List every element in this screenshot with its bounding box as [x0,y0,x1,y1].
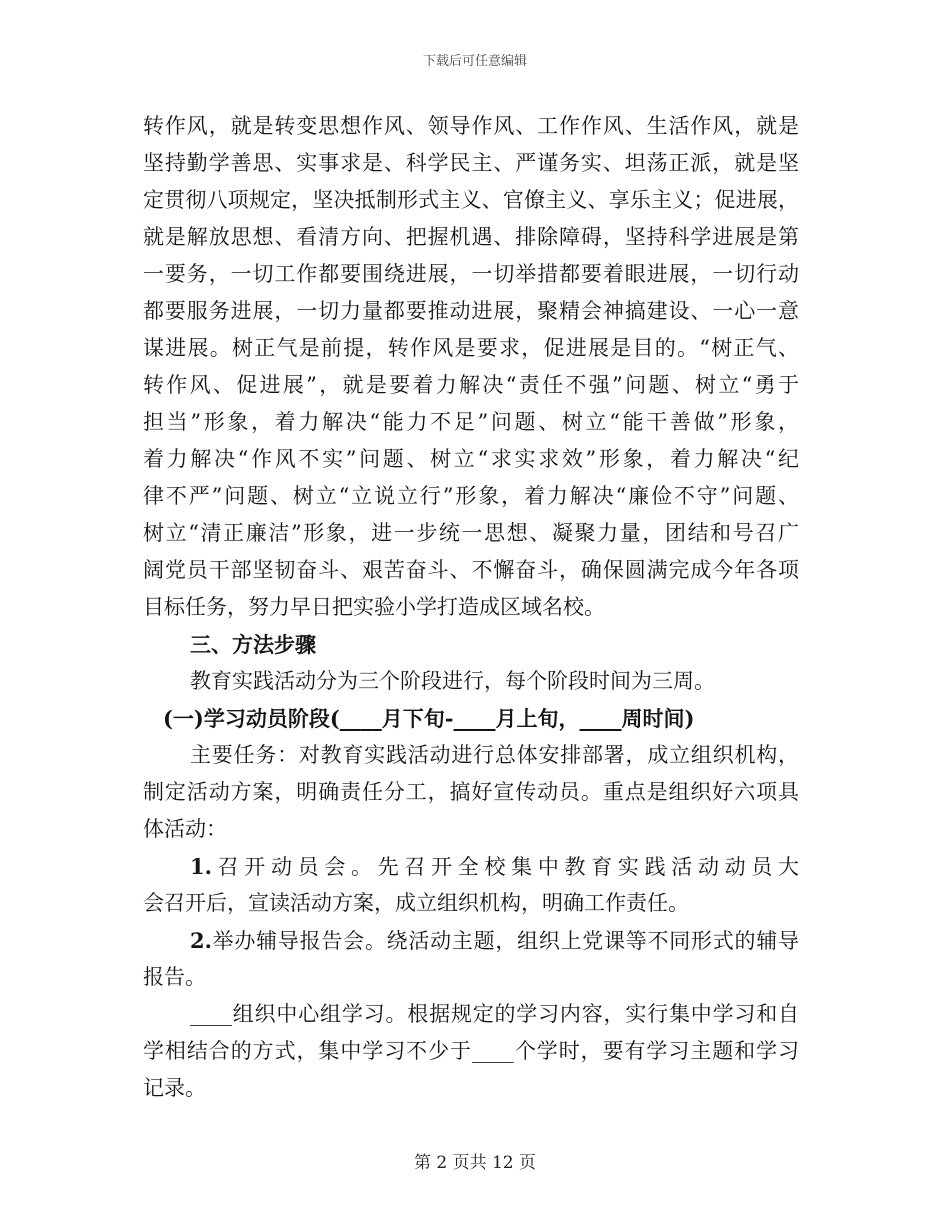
paragraph-line: 谋进展。树正气是前提，转作风是要求，促进展是目的。“树正气、 [143,336,799,360]
page-number-footer: 第 2 页共 12 页 [413,1153,537,1173]
list-item-2 [143,922,799,959]
list-item-text: 举办辅导报告会。绕活动主题，组织上党课等不同形式的辅导 [211,929,799,953]
list-item-text: 学相结合的方式，集中学习不少于____个学时，要有学习主题和学习 [143,1039,799,1063]
paragraph-line: 转作风，就是转变思想作风、领导作风、工作作风、生活作风，就是 [143,114,799,138]
list-item-number: 2. [190,928,212,953]
paragraph-line: 定贯彻八项规定，坚决抵制形式主义、官僚主义、享乐主义；促进展， [143,188,799,212]
list-item-3: ____组织中心组学习。根据规定的学习内容，实行集中学习和自 [190,1002,799,1026]
paragraph-line: 阔党员干部坚韧奋斗、艰苦奋斗、不懈奋斗，确保圆满完成今年各项 [143,558,799,582]
paragraph-line: 目标任务，努力早日把实验小学打造成区域名校。 [143,595,605,619]
paragraph-line: 着力解决“作风不实”问题、树立“求实求效”形象，着力解决“纪 [143,447,799,471]
tasks-line: 体活动： [143,817,227,841]
paragraph-line: 树立“清正廉洁”形象，进一步统一思想、凝聚力量，团结和号召广 [143,521,799,545]
page-header-note: 下载后可任意编辑 [422,54,527,69]
paragraph-line: 转作风、促进展”，就是要着力解决“责任不强”问题、树立“勇于 [143,373,799,397]
section-heading: 三、方法步骤 [190,632,316,657]
list-item-text: 报告。 [143,965,206,989]
paragraph-line: 都要服务进展，一切力量都要推动进展，聚精会神搞建设、一心一意 [143,299,799,323]
paragraph-line: 一要务，一切工作都要围绕进展，一切举措都要着眼进展，一切行动 [143,262,799,286]
list-item-text: 记录。 [143,1076,206,1100]
list-item-number: 1. [190,854,212,879]
stage-heading: (一)学习动员阶段(____月下旬-____月上旬，____周时间) [163,706,695,731]
tasks-line: 主要任务：对教育实践活动进行总体安排部署，成立组织机构， [190,743,799,767]
paragraph-line: 就是解放思想、看清方向、把握机遇、排除障碍，坚持科学进展是第 [143,225,799,249]
paragraph-line: 担当”形象，着力解决“能力不足”问题、树立“能干善做”形象， [143,410,799,434]
list-item-1 [143,848,799,885]
paragraph-line: 律不严”问题、树立“立说立行”形象，着力解决“廉俭不守”问题、 [143,484,799,508]
section-intro: 教育实践活动分为三个阶段进行，每个阶段时间为三周。 [190,669,715,693]
document-body [143,108,799,1107]
tasks-line: 制定活动方案，明确责任分工，搞好宣传动员。重点是组织好六项具 [143,780,799,804]
list-item-text: 召开动员会。先召开全校集中教育实践活动动员大 [211,855,799,879]
paragraph-line: 坚持勤学善思、实事求是、科学民主、严谨务实、坦荡正派，就是坚 [143,151,799,175]
list-item-text: 会召开后，宣读活动方案，成立组织机构，明确工作责任。 [143,891,689,915]
